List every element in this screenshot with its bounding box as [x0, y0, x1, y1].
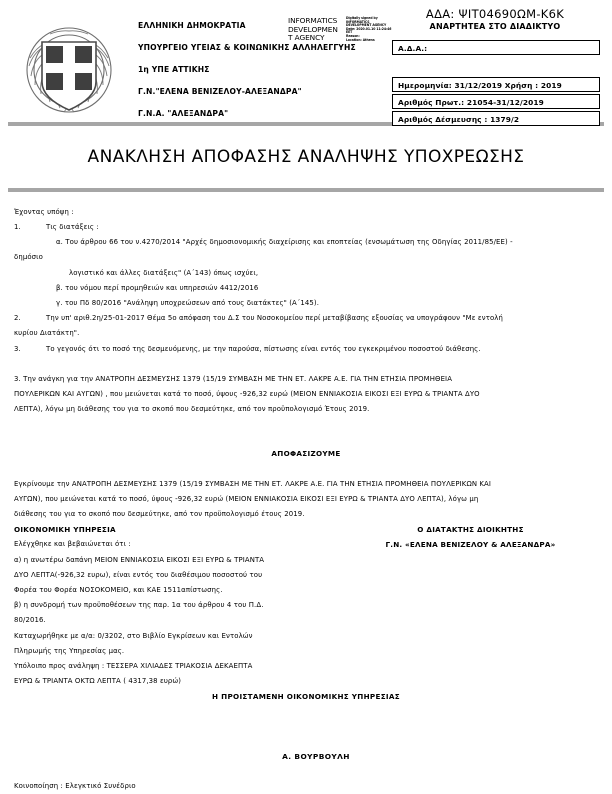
page-title: ΑΝΑΚΛΗΣΗ ΑΠΟΦΑΣΗΣ ΑΝΑΛΗΨΗΣ ΥΠΟΧΡΕΩΣΗΣ: [87, 147, 525, 168]
verification-line-1: Ελέγχθηκε και βεβαιώνεται ότι :: [14, 540, 131, 549]
ida-sig-line-3: DEVELOPMENT AGENCY: [346, 23, 387, 28]
org-line-ministry-country: ΕΛΛΗΝΙΚΗ ΔΗΜΟΚΡΑΤΙΑ: [138, 21, 246, 30]
provision-1-text: Τις διατάξεις :: [46, 222, 99, 231]
intro-text: Έχοντας υπόψη :: [14, 207, 74, 216]
verification-line-5: β) η συνδρομή των προϋποθέσεων της παρ. 1α του άρθρου 4 του Π.Δ.: [14, 601, 264, 610]
provision-item-2: [14, 311, 598, 326]
balance-line-2: ΕΥΡΩ & ΤΡΙΑΝΤΑ ΟΚΤΩ ΛΕΠΤΑ ( 4317,38 ευρώ): [14, 677, 182, 686]
necessity-line-1: 3. Την ανάγκη για την ΑΝΑΤΡΟΠΗ ΔΕΣΜΕΥΣΗΣ 1379 (15/19 ΣΥΜΒΑΣΗ ΜΕ ΤΗΝ ΕΤ. ΛΑΚΡΕ Α.Ε. ΓΙΑ ΤΗΝ ΕΤΗΣΙΑ ΠΡΟΜΗΘΕΙΑ: [14, 374, 453, 383]
document-body: [0, 192, 612, 794]
header-info-boxes: [392, 40, 600, 126]
approval-line-3: διάθεσης του για το σκοπό που δεσμεύτηκε, από τον προϋπολογισμό έτους 2019.: [14, 510, 305, 518]
greek-coat-of-arms-emblem: [20, 20, 118, 122]
spacer-before-decision: [14, 417, 598, 446]
box-date: Ημερομηνία: 31/12/2019 Χρήση : 2019: [392, 77, 600, 92]
ida-sig-line-1: Digitally signed by: [346, 16, 378, 20]
commander-heading: Ο ΔΙΑΤΑΚΤΗΣ ΔΙΟΙΚΗΤΗΣ: [417, 525, 524, 535]
box-commitment-number: Αριθμός Δέσμευσης : 1379/2: [392, 111, 600, 126]
provision-1a-continued-2: λογιστικό και άλλες διατάξεις" (Α΄143) όπως ισχύει,: [69, 268, 259, 277]
decision-heading: ΑΠΟΦΑΣΙΖΟΥΜΕ: [271, 449, 341, 459]
verification-line-2: α) η ανωτέρω δαπάνη ΜΕΙΟΝ ΕΝΝΙΑΚΟΣΙΑ ΕΙΚΟΣΙ ΕΞΙ ΕΥΡΩ & ΤΡΙΑΝΤΑ: [14, 555, 265, 564]
necessity-paragraph: [14, 372, 598, 418]
org-line-ype: 1η ΥΠΕ ΑΤΤΙΚΗΣ: [138, 65, 210, 75]
provision-1-number: 1.: [14, 222, 21, 231]
box-ada: Α.Δ.Α.:: [392, 40, 600, 55]
provision-3-text: Το γεγονός ότι το ποσό της δεσμευόμενης, με την παρούσα, πίστωσης είναι εντός του εγκεκριμένου ποσοστού διάθεσης.: [46, 344, 481, 353]
necessity-line-2: ΠΟΥΛΕΡΙΚΩΝ ΚΑΙ ΑΥΓΩΝ) , που μειώνεται κατά το ποσό, ύψους -926,32 ευρώ (ΜΕΙΟΝ ΕΝΝΙΑΚΟΣΙΑ ΕΙΚΟΣΙ ΕΞΙ ΕΥΡΩ & ΤΡΙΑΝΤΑ ΔΥΟ: [14, 389, 480, 398]
ida-sig-line-4: Date: 2020.01.10 11:24:46: [346, 26, 392, 31]
spacer-before-footer: [14, 764, 598, 779]
org-line-hospital-1: Γ.Ν."ΕΛΕΝΑ ΒΕΝΙΖΕΛΟΥ-ΑΛΕΞΑΝΔΡΑ": [138, 87, 302, 97]
provision-2-continued: κυρίου Διατάκτη".: [14, 329, 80, 338]
notification-footer: Κοινοποίηση : Ελεγκτικό Συνέδριο: [14, 781, 136, 790]
balance-line-1: Υπόλοιπο προς ανάληψη : ΤΕΣΣΕΡΑ ΧΙΛΙΑΔΕΣ ΤΡΙΑΚΟΣΙΑ ΔΕΚΑΕΠΤΑ: [14, 662, 253, 671]
ida-sig-line-5: EET: [346, 30, 353, 35]
approval-line-1: Εγκρίνουμε την ΑΝΑΤΡΟΠΗ ΔΕΣΜΕΥΣΗΣ 1379 (15/19 ΣΥΜΒΑΣΗ ΜΕ ΤΗΝ ΕΤ. ΛΑΚΡΕ Α.Ε. ΓΙΑ ΤΗΝ ΕΤΗΣΙΑ ΠΡΟΜΗΘΕΙΑ ΠΟΥΛΕΡΙΚΩΝ ΚΑΙ: [14, 479, 492, 488]
provision-1a-continued: δημόσιο: [14, 253, 43, 262]
ada-code: ΑΔΑ: ΨΙΤ04690ΩΜ-Κ6Κ: [425, 7, 565, 21]
spacer-after-provisions: [14, 357, 598, 372]
necessity-line-3: ΛΕΠΤΑ), λόγω μη διάθεσης του για το σκοπό που δεσμεύτηκε, από τον προϋπολογισμό Έτους 2019.: [14, 405, 370, 414]
organization-block: [138, 22, 388, 132]
verification-line-4: Φορέα του Φορέα ΝΟΣΟΚΟΜΕΙΟ, και ΚΑΕ 1511απίστωσης.: [14, 586, 223, 595]
ida-stamp-line-3: T AGENCY: [288, 33, 325, 43]
provision-item-3: [14, 342, 598, 357]
provision-1a-text: α. Του άρθρου 66 του ν.4270/2014 "Αρχές δημοσιονομικής διαχείρισης και εποπτείας (ενσωμάτωση της Οδηγίας 2011/85/ΕΕ) -: [56, 238, 513, 247]
ida-sig-line-6: Reason:: [346, 33, 360, 38]
registration-line-2: Πληρωμής της Υπηρεσίας μας.: [14, 646, 125, 655]
ida-stamp-line-1: INFORMATICS: [288, 16, 338, 25]
publish-online-note: ΑΝΑΡΤΗΤΕΑ ΣΤΟ ΔΙΑΔΙΚΤΥΟ: [429, 22, 561, 31]
spacer-before-signer-2: [14, 734, 598, 749]
financial-service-column: [14, 522, 314, 689]
approval-paragraph: [14, 477, 598, 523]
org-line-ministry: ΥΠΟΥΡΓΕΙΟ ΥΓΕΙΑΣ & ΚΟΙΝΩΝΙΚΗΣ ΑΛΛΗΛΕΓΓΥΗΣ: [138, 43, 356, 53]
provision-3-number: 3.: [14, 344, 21, 353]
ada-header-block: [390, 8, 600, 33]
spacer-before-signer: [14, 705, 598, 734]
org-line-hospital-2: Γ.Ν.Α. "ΑΛΕΞΑΝΔΡΑ": [138, 109, 229, 119]
approval-line-2: ΑΥΓΩΝ), που μειώνεται κατά το ποσό, ύψους -926,32 ευρώ (ΜΕΙΟΝ ΕΝΝΙΑΚΟΣΙΑ ΕΙΚΟΣΙ ΕΞΙ ΕΥΡΩ & ΤΡΙΑΝΤΑ ΔΥΟ ΛΕΠΤΑ), λόγω μη: [14, 494, 479, 503]
provision-1b-text: β. του νόμου περί προμηθειών και υπηρεσιών 4412/2016: [56, 283, 259, 292]
verification-line-3: ΔΥΟ ΛΕΠΤΑ(-926,32 ευρω), είναι εντός του διαθέσιμου ποσοστού του: [14, 570, 263, 579]
signer-name: Α. ΒΟΥΡΒΟΥΛΗ: [282, 751, 350, 761]
provision-2-text: Την υπ' αριθ.2η/25-01-2017 Θέμα 5ο απόφαση του Δ.Σ του Νοσοκομείου περί μεταβίβασης εξουσίας να υπογράφουν "Με εντολή: [46, 314, 503, 323]
document-header: [0, 0, 612, 122]
head-of-finance-title: Η ΠΡΟΙΣΤΑΜΕΝΗ ΟΙΚΟΝΟΜΙΚΗΣ ΥΠΗΡΕΣΙΑΣ: [212, 692, 400, 702]
ida-stamp-line-2: DEVELOPMEN: [288, 24, 338, 34]
box-protocol-number: Αριθμός Πρωτ.: 21054-31/12/2019: [392, 94, 600, 109]
ida-sig-line-2: INFORMATICS: [346, 19, 370, 24]
provision-item-1: [14, 220, 598, 235]
signature-columns: [14, 522, 598, 689]
commander-hospital-name: Γ.Ν. «ΕΛΕΝΑ ΒΕΝΙΖΕΛΟΥ & ΑΛΕΞΑΝΔΡΑ»: [385, 540, 556, 550]
provision-2-number: 2.: [14, 314, 21, 323]
financial-service-heading: ΟΙΚΟΝΟΜΙΚΗ ΥΠΗΡΕΣΙΑ: [14, 525, 116, 535]
verification-line-6: 80/2016.: [14, 616, 46, 625]
registration-line-1: Καταχωρήθηκε με α/α: 0/3202, στο Βιβλίο Εγκρίσεων και Εντολών: [14, 631, 253, 640]
ida-sig-line-7: Location: Athens: [346, 37, 375, 42]
spacer-after-decision-heading: [14, 462, 598, 477]
commander-column: [343, 522, 598, 552]
provision-1c-text: γ. του Πδ 80/2016 "Ανάληψη υποχρεώσεων από τους διατάκτες" (Α΄145).: [56, 298, 320, 307]
